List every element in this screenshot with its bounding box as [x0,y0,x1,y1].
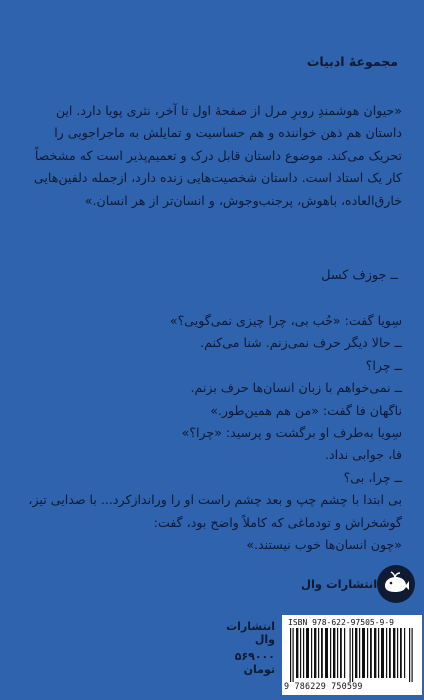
dialogue-line: ــ چرا، بی؟ [343,469,402,485]
dialogue-line: ــ چرا؟ [365,357,402,373]
imprint-block [205,620,275,676]
whale-icon [377,565,415,603]
barcode-digits: 9 786229 750599 [284,681,363,691]
publisher-name: انتشارات وال [301,577,378,591]
dialogue-line: فا، جوابی نداد. [325,447,402,463]
dialogue-line: بی ابتدا با چشم چپ و بعد چشم راست او را وراندازکرد... با صدایی تیز، گوشخراش و تودماغی که کاملاً واضح بود، گفت: [28,492,402,530]
excerpt-dialogue [24,310,402,556]
isbn-barcode [282,615,422,695]
dialogue-line: «چون انسان‌ها خوب نیستند.» [246,537,402,553]
barcode-bars [288,628,416,682]
dialogue-line: ــ حالا دیگر حرف نمی‌زنم. شنا می‌کنم. [200,335,402,351]
series-label: مجموعهٔ ادبیات [306,54,398,69]
dialogue-line: ــ نمی‌خواهم با زبان انسان‌ها حرف بزنم. [190,380,402,396]
publisher-mark [297,565,415,603]
review-quote: «حیوان هوشمندِ روبرِ مرل از صفحهٔ اول تا آخر، نثری پویا دارد. این داستان هم ذهن خواننده و هم حساسیت و تمایلش به ماجراجویی را تحریک می‌کند. موضوع داستان قابل درک و تعمیم‌پذیر است که مشخصاً کار یک استاد است. داستان شخصیت‌هایی زنده دارد، ازجمله دلفین‌هایی خارق‌العاده، باهوش، پرجنب‌وجوش، و انسان‌تر از هر انسان.» [33,103,402,208]
quote-author: ــ جوزف کسل [321,268,398,283]
imprint-publisher: انتشارات وال [226,620,275,646]
dialogue-line: سِویا گفت: «حُب بی، چرا چیزی نمی‌گویی؟» [169,313,402,328]
price-label: ۵۶۹۰۰۰ تومان [234,650,275,676]
dialogue-line: سِویا به‌طرف او برگشت و پرسید: «چرا؟» [181,425,402,441]
dialogue-line: ناگهان فا گفت: «من هم همین‌طور.» [210,402,402,418]
isbn-label: ISBN 978-622-97505-9-9 [288,618,394,627]
